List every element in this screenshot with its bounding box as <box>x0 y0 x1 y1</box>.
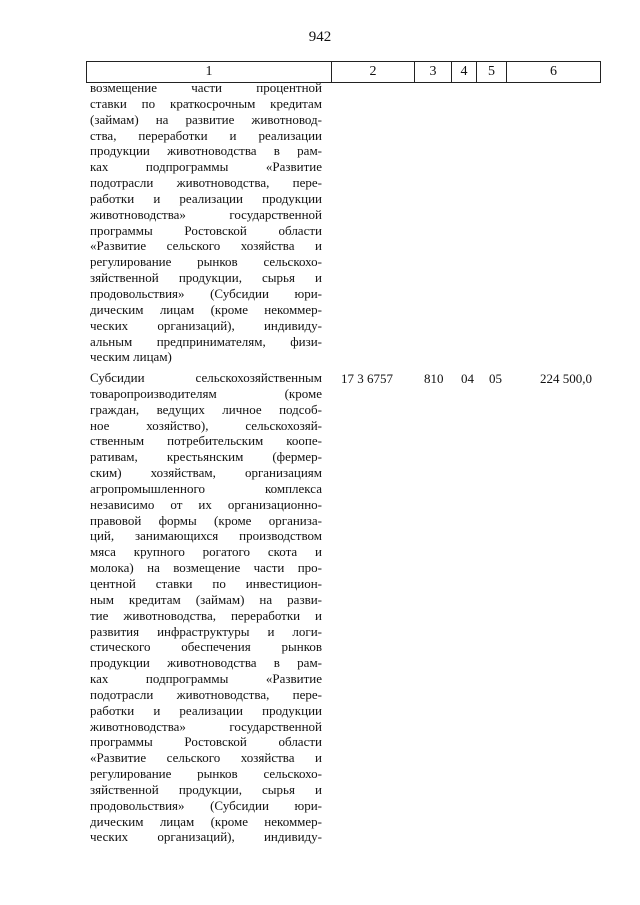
description-line: подотрасли животноводства, пере- <box>90 686 322 702</box>
description-line: ственным потребительским коопе- <box>90 433 322 449</box>
description-line: «Развитие сельского хозяйства и <box>90 238 322 254</box>
description-line: ное хозяйство), сельскохозяй- <box>90 417 322 433</box>
description-line: ческих организаций), индивиду- <box>90 317 322 333</box>
description-line: мяса крупного рогатого скота и <box>90 544 322 560</box>
row-description <box>90 80 322 365</box>
description-line: ративам, крестьянским (фермер- <box>90 449 322 465</box>
description-line: ным кредитам (займам) на разви- <box>90 591 322 607</box>
description-line: ций, занимающихся производством <box>90 528 322 544</box>
page-number: 942 <box>308 29 332 45</box>
description-line: центной ставки по инвестицион- <box>90 575 322 591</box>
description-line: возмещение части процентной <box>90 80 322 95</box>
description-line: ским) хозяйствам, организациям <box>90 465 322 481</box>
description-line: «Развитие сельского хозяйства и <box>90 750 322 766</box>
header-col-3: 3 <box>415 62 452 83</box>
description-line: ках подпрограммы «Развитие <box>90 671 322 687</box>
description-line: подотрасли животноводства, пере- <box>90 175 322 191</box>
description-line: товаропроизводителям (кроме <box>90 385 322 401</box>
description-line: Субсидии сельскохозяйственным <box>90 370 322 385</box>
description-line: регулирование рынков сельскохо- <box>90 766 322 782</box>
description-line: независимо от их организационно- <box>90 496 322 512</box>
description-line: правовой формы (кроме организа- <box>90 512 322 528</box>
description-line: ческим лицам) <box>90 349 172 365</box>
description-line: продовольствия» (Субсидии юри- <box>90 285 322 301</box>
description-line: регулирование рынков сельскохо- <box>90 254 322 270</box>
description-line: ках подпрограммы «Развитие <box>90 159 322 175</box>
description-line: программы Ростовской области <box>90 222 322 238</box>
header-col-5: 5 <box>477 62 507 83</box>
header-col-2: 2 <box>332 62 415 83</box>
description-line: животноводства» государственной <box>90 718 322 734</box>
cell-pr: 05 <box>489 371 502 386</box>
description-line: альным предпринимателям, физи- <box>90 333 322 349</box>
description-line: развития инфраструктуры и логи- <box>90 623 322 639</box>
description-line: продукции животноводства в рам- <box>90 655 322 671</box>
description-line: молока) на возмещение части про- <box>90 560 322 576</box>
cell-sum: 224 500,0 <box>540 371 592 386</box>
description-line: ства, переработки и реализации <box>90 127 322 143</box>
cell-vr: 810 <box>424 371 444 386</box>
description-line: стического обеспечения рынков <box>90 639 322 655</box>
description-line: зяйственной продукции, сырья и <box>90 781 322 797</box>
description-line: работки и реализации продукции <box>90 190 322 206</box>
row-description <box>90 370 322 845</box>
description-line: продукции животноводства в рам- <box>90 143 322 159</box>
cell-rz: 04 <box>461 371 474 386</box>
description-line: граждан, ведущих личное подсоб- <box>90 401 322 417</box>
description-line: дическим лицам (кроме некоммер- <box>90 813 322 829</box>
description-line: работки и реализации продукции <box>90 702 322 718</box>
description-line: (займам) на развитие животновод- <box>90 111 322 127</box>
description-line: ческих организаций), индивиду- <box>90 829 322 845</box>
description-line: животноводства» государственной <box>90 206 322 222</box>
header-col-4: 4 <box>452 62 477 83</box>
cell-csr: 17 3 6757 <box>341 371 393 386</box>
description-line: ставки по краткосрочным кредитам <box>90 95 322 111</box>
header-col-6: 6 <box>507 62 601 83</box>
description-line: программы Ростовской области <box>90 734 322 750</box>
description-line: агропромышленного комплекса <box>90 480 322 496</box>
description-line: зяйственной продукции, сырья и <box>90 270 322 286</box>
description-line: дическим лицам (кроме некоммер- <box>90 301 322 317</box>
description-line: тие животноводства, переработки и <box>90 607 322 623</box>
header-col-1: 1 <box>87 62 332 83</box>
description-line: продовольствия» (Субсидии юри- <box>90 797 322 813</box>
